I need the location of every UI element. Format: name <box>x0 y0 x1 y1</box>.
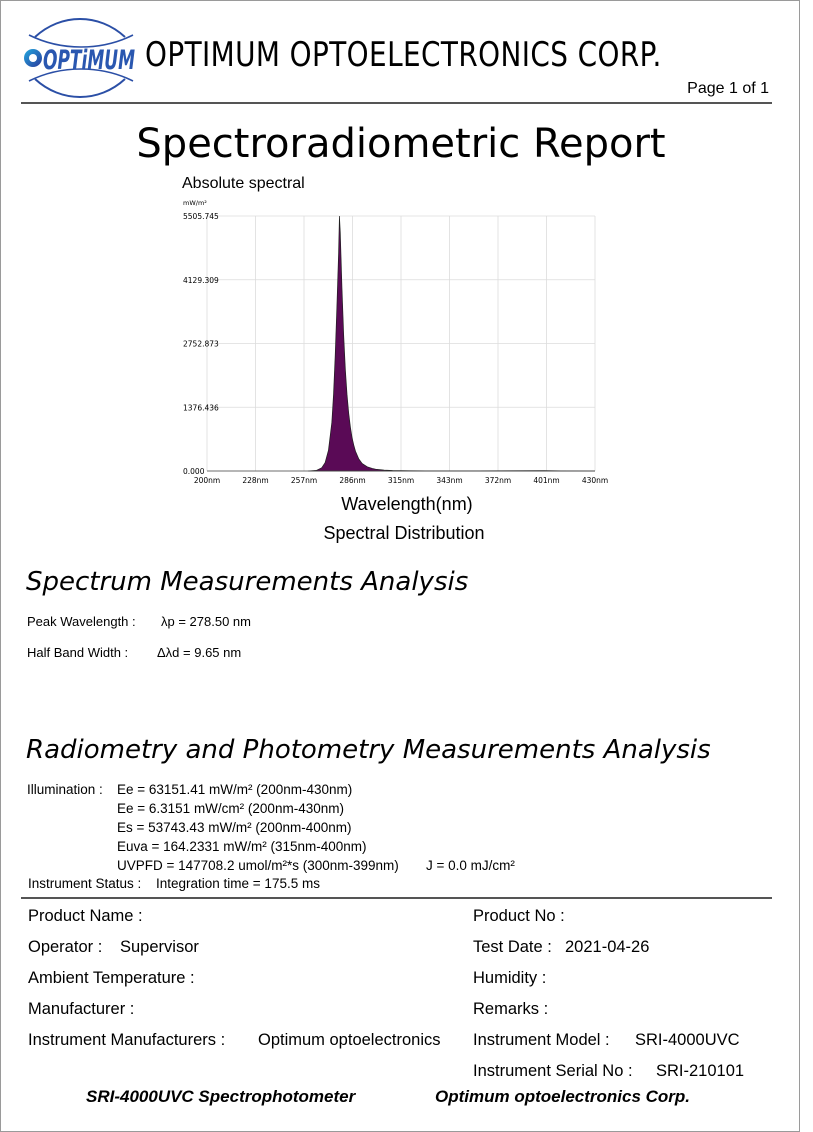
humidity-label: Humidity : <box>473 969 547 987</box>
x-tick-label: 257nm <box>290 476 318 485</box>
instrument-status-label: Instrument Status : <box>28 876 142 891</box>
test-date-label: Test Date : <box>473 938 552 956</box>
manufacturer-label: Manufacturer : <box>28 1000 135 1018</box>
instrument-model-value: SRI-4000UVC <box>635 1031 740 1049</box>
radiometry-heading: Radiometry and Photometry Measurements Analysis <box>26 735 711 765</box>
company-name: OPTIMUM OPTOELECTRONICS CORP. <box>145 35 662 75</box>
chart-title: Absolute spectral <box>182 175 305 192</box>
product-name-label: Product Name : <box>28 907 143 925</box>
optimum-logo <box>21 17 139 97</box>
x-tick-label: 401nm <box>533 476 560 485</box>
illumination-label: Illumination : <box>27 782 103 797</box>
header-divider <box>21 102 772 104</box>
product-no-label: Product No : <box>473 907 565 925</box>
instrument-model-label: Instrument Model : <box>473 1031 610 1049</box>
x-tick-label: 286nm <box>339 476 366 485</box>
footer-instrument: SRI-4000UVC Spectrophotometer <box>86 1087 356 1106</box>
operator-label: Operator : <box>28 938 103 956</box>
illumination-line: UVPFD = 147708.2 umol/m²*s (300nm-399nm) <box>117 858 399 873</box>
peak-wavelength-label: Peak Wavelength : <box>27 614 136 629</box>
instrument-serial-value: SRI-210101 <box>656 1062 745 1080</box>
x-tick-label: 228nm <box>242 476 269 485</box>
report-title: Spectroradiometric Report <box>136 121 666 167</box>
operator-value: Supervisor <box>120 938 199 956</box>
chart-subcaption: Spectral Distribution <box>323 523 485 543</box>
x-tick-label: 200nm <box>193 476 221 485</box>
instrument-manufacturers-label: Instrument Manufacturers : <box>28 1031 226 1049</box>
half-band-width-label: Half Band Width : <box>27 645 129 660</box>
x-tick-label: 430nm <box>581 476 609 485</box>
instrument-serial-label: Instrument Serial No : <box>473 1062 633 1080</box>
instrument-manufacturers-value: Optimum optoelectronics <box>258 1031 441 1049</box>
y-unit-label: mW/m² <box>183 199 207 207</box>
remarks-label: Remarks : <box>473 1000 549 1018</box>
peak-wavelength-value: λp = 278.50 nm <box>161 614 251 629</box>
logo-text: OPTiMUM <box>43 45 136 76</box>
x-tick-label: 343nm <box>436 476 463 485</box>
y-tick-label: 4129.309 <box>183 275 219 285</box>
footer-company: Optimum optoelectronics Corp. <box>435 1087 691 1106</box>
x-tick-label: 372nm <box>484 476 512 485</box>
half-band-width-value: Δλd = 9.65 nm <box>157 645 242 660</box>
page-indicator: Page 1 of 1 <box>687 80 769 97</box>
spectral-chart <box>177 197 607 489</box>
x-axis-caption: Wavelength(nm) <box>341 494 473 514</box>
test-date-value: 2021-04-26 <box>565 938 650 956</box>
illumination-line: Ee = 63151.41 mW/m² (200nm-430nm) <box>117 782 353 797</box>
spectrum-analysis-heading: Spectrum Measurements Analysis <box>26 567 469 597</box>
j-value: J = 0.0 mJ/cm² <box>426 858 515 873</box>
illumination-line: Euva = 164.2331 mW/m² (315nm-400nm) <box>117 839 367 854</box>
y-tick-label: 1376.436 <box>183 403 219 413</box>
chart-axes <box>183 212 608 485</box>
y-tick-label: 0.000 <box>183 467 205 476</box>
chart-grid <box>207 216 595 471</box>
y-tick-label: 2752.873 <box>183 339 219 349</box>
illumination-line: Ee = 6.3151 mW/cm² (200nm-430nm) <box>117 801 344 816</box>
info-divider <box>21 897 772 899</box>
illumination-line: Es = 53743.43 mW/m² (200nm-400nm) <box>117 820 352 835</box>
instrument-status-value: Integration time = 175.5 ms <box>156 876 320 891</box>
x-tick-label: 315nm <box>387 476 415 485</box>
ambient-temperature-label: Ambient Temperature : <box>28 969 195 987</box>
y-tick-label: 5505.745 <box>183 212 219 221</box>
